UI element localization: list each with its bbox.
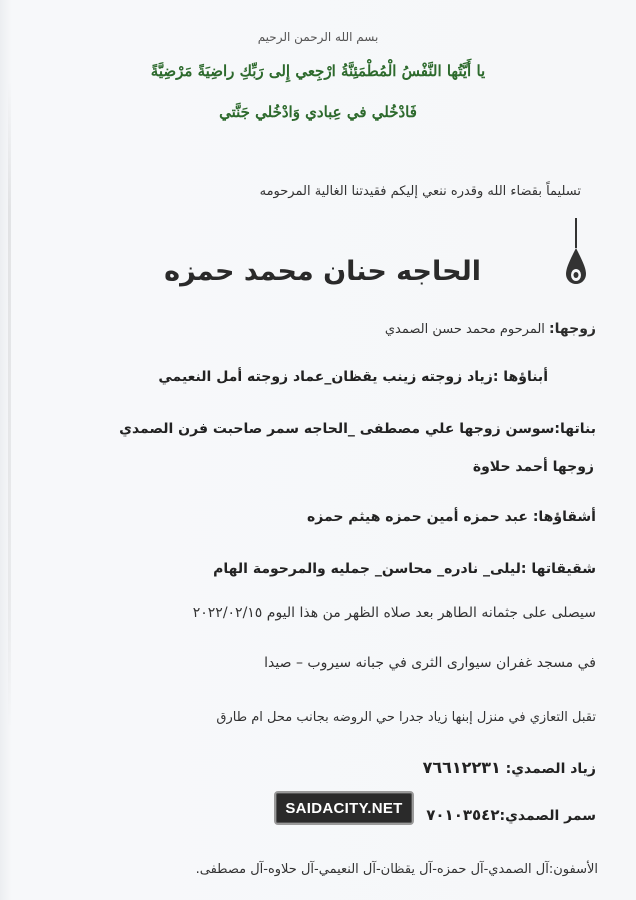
- brothers-line: أشقاؤها: عبد حمزه أمين حمزه هيثم حمزه: [306, 509, 596, 525]
- quran-verse-line-1: يا أَيَّتُها النَّفْسُ الْمُطْمَئِنَّةُ ارْجِعي إِلى رَبِّكِ راضِيَةً مَرْضِيَّةً: [150, 62, 486, 80]
- husband-label: زوجها:: [549, 321, 596, 337]
- contact-1-label: زياد الصمدي:: [505, 761, 596, 777]
- mourning-families: الأسفون:آل الصمدي-آل حمزه-آل يقظان-آل النعيمي-آل حلاوه-آل مصطفى.: [195, 862, 598, 877]
- contact-1: [423, 758, 596, 777]
- daughters-line-2: زوجها أحمد حلاوة: [472, 459, 594, 475]
- husband-line: [385, 318, 596, 337]
- sisters-line: شقيقاتها :ليلى_ نادره_ محاسن_ جمليه والمرحومة الهام: [213, 561, 596, 577]
- contact-2-label: سمر الصمدي:: [499, 808, 596, 824]
- paper-fold-shadow: [8, 80, 11, 730]
- condolences-info: تقبل التعازي في منزل إبنها زياد جدرا حي الروضه بجانب محل ام طارق: [216, 710, 596, 725]
- contact-1-number: ٧٦٦١٢٢٣١: [422, 758, 501, 777]
- husband-value: المرحوم محمد حسن الصمدي: [384, 322, 550, 337]
- basmala: بسم الله الرحمن الرحيم: [257, 30, 379, 44]
- contact-2: [426, 806, 596, 824]
- intro-text: تسليماً بقضاء الله وقدره ننعي إليكم فقيدتنا الغالية المرحومه: [259, 184, 581, 199]
- mosque-burial-info: في مسجد غفران سيوارى الثرى في جبانه سيروب – صيدا: [264, 655, 596, 671]
- teardrop-icon: [564, 218, 588, 288]
- contact-2-number: ٧٠١٠٣٥٤٢: [426, 806, 500, 824]
- watermark-logo: [274, 791, 414, 825]
- daughters-line-1: بناتها:سوسن زوجها علي مصطفى _الحاجه سمر صاحبت فرن الصمدي: [119, 421, 596, 437]
- sons-line: أبناؤها :زياد زوجته زينب يقظان_عماد زوجته أمل النعيمي: [158, 369, 548, 385]
- watermark-text: SAIDACITY.NET: [285, 799, 403, 817]
- quran-verse-line-2: فَادْخُلي في عِبادي وَادْخُلي جَنَّتي: [219, 103, 417, 121]
- deceased-name: الحاجه حنان محمد حمزه: [164, 256, 481, 287]
- prayer-info: سيصلى على جثمانه الطاهر بعد صلاه الظهر من هذا اليوم ٢٠٢٢/٠٢/١٥: [192, 605, 596, 621]
